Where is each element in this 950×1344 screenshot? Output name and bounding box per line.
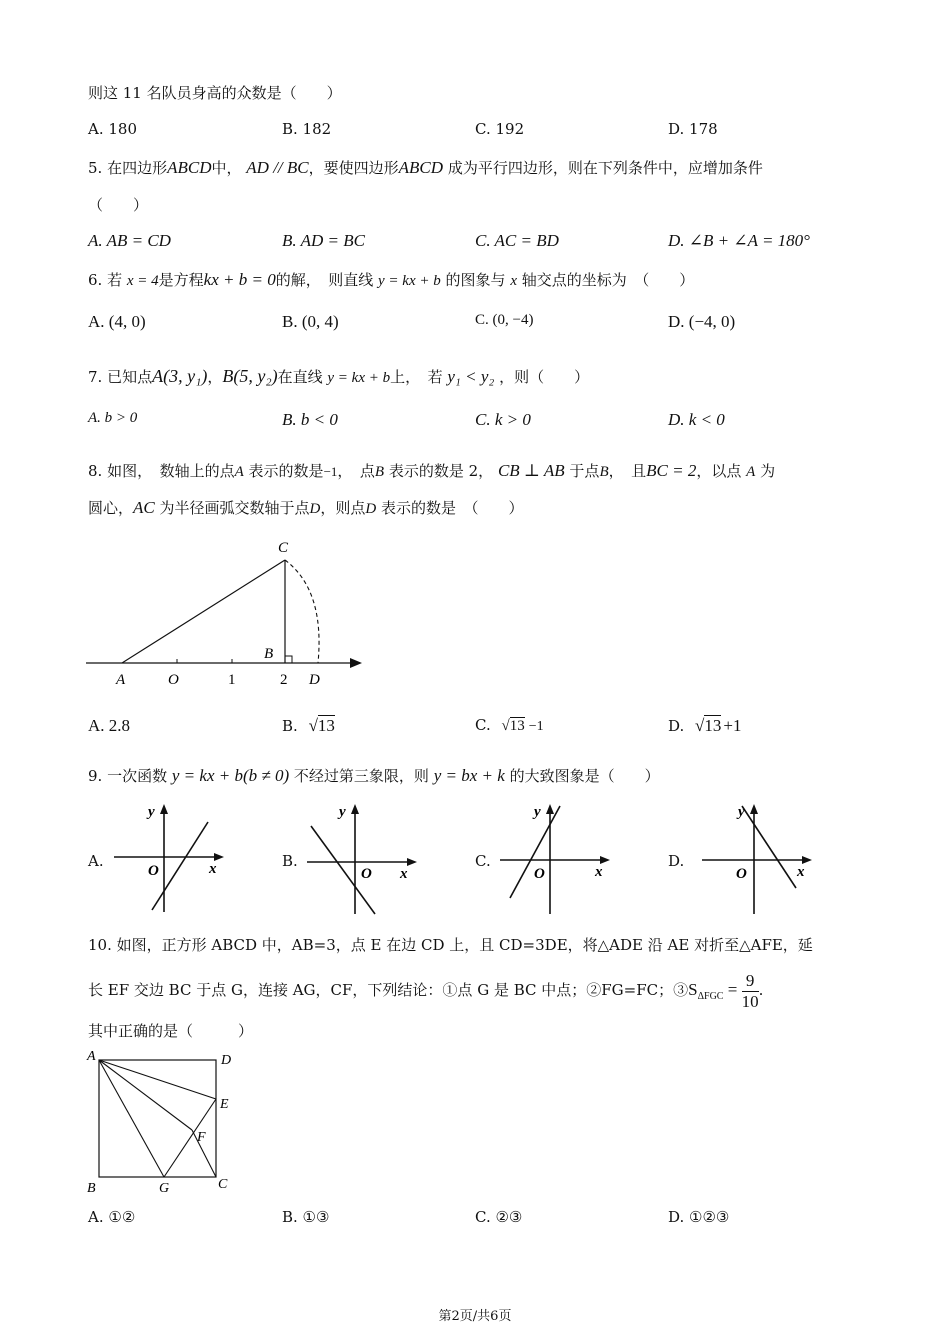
square-abcd	[99, 1060, 216, 1177]
label-f: F	[197, 1130, 206, 1145]
segment-ag	[99, 1060, 164, 1177]
q7-option-d: D. k < 0	[668, 410, 725, 429]
q9-option-b-label: B.	[282, 852, 298, 870]
q5-option-d: D. ∠B + ∠A = 180°	[668, 231, 810, 250]
number-line-arrow	[350, 658, 362, 668]
label-g: G	[159, 1181, 170, 1196]
q6-option-b: B. (0, 4)	[282, 312, 339, 331]
label-a: A	[87, 1049, 96, 1064]
label-b: B	[264, 646, 274, 662]
sqrt-13: √13	[695, 716, 722, 735]
q8-option-a: A. 2.8	[88, 716, 131, 735]
sqrt-13: √13	[308, 716, 335, 735]
label-a: A	[116, 672, 126, 688]
fraction-9-10: $\frac{9}{10}$	[741, 970, 759, 1011]
label-e: E	[220, 1097, 229, 1112]
svg-text:x: x	[209, 861, 217, 877]
q10-stem-line3: 其中正确的是（ ）	[88, 1022, 254, 1040]
q10-square-figure	[84, 1046, 244, 1196]
q4-tail: 则这 11 名队员身高的众数是（ ）	[88, 84, 342, 102]
q10-option-b: B. ①③	[282, 1208, 330, 1226]
segment-af	[99, 1060, 192, 1130]
segment-ae	[99, 1060, 216, 1099]
segment-eg	[164, 1099, 216, 1177]
q9-option-a-label: A.	[88, 852, 104, 870]
svg-text:x: x	[595, 864, 603, 880]
q9-stem: 9. 一次函数 y = kx + b(b ≠ 0) 不经过第三象限，则 y = bx + k 的大致图象是（ ）	[88, 766, 660, 785]
sqrt-13: √13	[501, 718, 525, 734]
right-angle-mark	[285, 656, 292, 663]
q6-option-d: D. (−4, 0)	[668, 312, 736, 331]
q4-option-b: B. 182	[282, 120, 332, 138]
arc-cd	[285, 560, 319, 663]
svg-text:y: y	[738, 804, 745, 820]
q6-option-a: A. (4, 0)	[88, 312, 146, 331]
q7-option-c: C. k > 0	[475, 410, 531, 429]
q9-graph-b	[303, 800, 423, 918]
q9-option-d-label: D.	[668, 852, 685, 870]
q4-option-d: D. 178	[668, 120, 718, 138]
q5-paren: （ ）	[88, 196, 149, 214]
q10-stem-line1: 10. 如图，正方形 ABCD 中，AB=3，点 E 在边 CD 上，且 CD=3DE，将△ADE 沿 AE 对折至△AFE，延	[88, 936, 813, 954]
q10-option-c: C. ②③	[475, 1208, 523, 1226]
q6-option-c: C. (0, −4)	[475, 312, 534, 328]
graph-line	[152, 822, 208, 910]
q4-option-a: A. 180	[88, 120, 137, 138]
q5-option-c: C. AC = BD	[475, 231, 559, 250]
label-b: B	[87, 1181, 96, 1196]
q7-option-b: B. b < 0	[282, 410, 338, 429]
q9-option-c-label: C.	[475, 852, 491, 870]
label-1: 1	[228, 672, 236, 688]
label-c: C	[218, 1177, 228, 1192]
label-c: C	[278, 540, 289, 556]
svg-text:x: x	[797, 864, 805, 880]
page-number: 第2页/共6页	[438, 1309, 512, 1324]
svg-text:y: y	[339, 804, 346, 820]
segment-ac	[122, 560, 285, 663]
q4-option-c: C. 192	[475, 120, 525, 138]
svg-text:y: y	[534, 804, 541, 820]
q7-option-a: A. b > 0	[88, 410, 138, 426]
q10-stem-line2: 长 EF 交边 BC 于点 G，连接 AG，CF，下列结论：①点 G 是 BC 中点；②FG=FC；$③S_{\Delta FGC}$ = $\frac{9}{10}$ .	[88, 970, 764, 1011]
q10-option-d: D. ①②③	[668, 1208, 730, 1226]
q10-option-a: A. ①②	[88, 1208, 136, 1226]
q5-option-a: A. AB = CD	[88, 231, 171, 250]
svg-text:O: O	[148, 863, 159, 879]
q5-stem: 5. 在四边形ABCD中， AD // BC，要使四边形ABCD 成为平行四边形，则在下列条件中，应增加条件	[88, 158, 763, 177]
label-d: D	[309, 672, 320, 688]
q8-number-line-figure	[80, 530, 380, 690]
q8-option-d: D. √13 +1	[668, 716, 742, 735]
label-o: O	[168, 672, 179, 688]
q9-graph-d	[698, 800, 818, 918]
svg-text:y: y	[148, 804, 155, 820]
q8-stem-line2: 圆心，AC 为半径画弧交数轴于点D，则点D 表示的数是 （ ）	[88, 498, 524, 517]
q6-stem: 6. 若 x = 4是方程kx + b = 0的解， 则直线 y = kx + b 的图象与 x 轴交点的坐标为 （ ）	[88, 270, 695, 289]
graph-line	[742, 806, 796, 888]
svg-text:O: O	[534, 866, 545, 882]
svg-text:O: O	[361, 866, 372, 882]
q5-option-b: B. AD = BC	[282, 231, 365, 250]
q8-option-c: C. √13 −1	[475, 716, 544, 734]
q9-graph-c	[498, 800, 618, 918]
svg-text:x: x	[400, 866, 408, 882]
q8-stem-line1: 8. 如图， 数轴上的点A 表示的数是−1， 点B 表示的数是 2， CB ⊥ AB 于点B， 且BC = 2，以点 A 为	[88, 461, 776, 480]
svg-text:O: O	[736, 866, 747, 882]
q9-graph-a	[110, 800, 230, 918]
q7-stem: 7. 已知点A(3, y₁)，B(5, y₂)在直线 y = kx + b上， 若 y₁ < y₂ ，则（ ）	[88, 366, 590, 386]
q8-option-b: B. √13	[282, 716, 335, 735]
label-2: 2	[280, 672, 288, 688]
label-d: D	[221, 1053, 232, 1068]
